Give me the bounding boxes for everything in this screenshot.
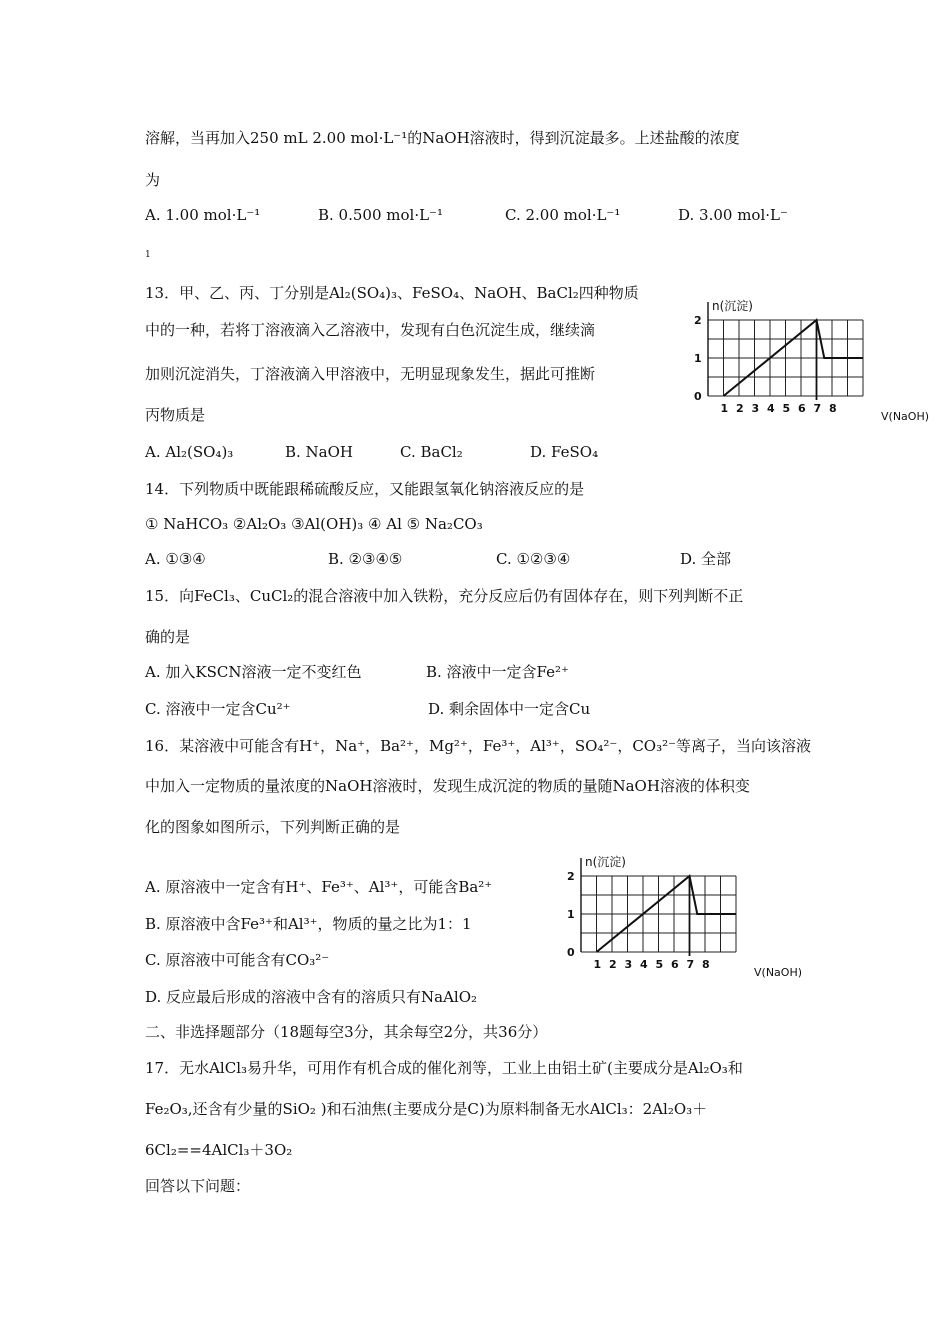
q17-line-4: 回答以下问题： bbox=[145, 1177, 251, 1195]
y-tick-label: 2 bbox=[694, 314, 702, 327]
q12-line-2: 为 bbox=[145, 171, 161, 189]
q12-option-d: D. 3.00 mol·L⁻ bbox=[678, 206, 788, 224]
x-axis-label: V(NaOH) bbox=[881, 410, 930, 423]
q13-line-1: 13．甲、乙、丙、丁分别是Al₂(SO₄)₃、FeSO₄、NaOH、BaCl₂四种物质 bbox=[145, 284, 639, 302]
q15-option-d: D. 剩余固体中一定含Cu bbox=[428, 700, 591, 718]
q13-line-2: 中的一种，若将丁溶液滴入乙溶液中，发现有白色沉淀生成，继续滴 bbox=[145, 321, 596, 339]
precipitate-graph-2 bbox=[553, 852, 808, 987]
q17-line-2: Fe₂O₃,还含有少量的SiO₂ )和石油焦(主要成分是C)为原料制备无水AlCl₃：2Al₂O₃＋ bbox=[145, 1100, 708, 1118]
q16-option-a: A. 原溶液中一定含有H⁺、Fe³⁺、Al³⁺，可能含Ba²⁺ bbox=[145, 878, 493, 896]
q14-option-d: D. 全部 bbox=[680, 550, 732, 568]
q16-option-c: C. 原溶液中可能含有CO₃²⁻ bbox=[145, 951, 330, 969]
q16-line-3: 化的图象如图所示，下列判断正确的是 bbox=[145, 818, 401, 836]
x-tick-label: 5 bbox=[782, 402, 791, 415]
y-tick-label: 1 bbox=[567, 908, 575, 921]
x-tick-label: 5 bbox=[655, 958, 664, 971]
q15-option-a: A. 加入KSCN溶液一定不变红色 bbox=[145, 663, 362, 681]
y-axis-label: n(沉淀) bbox=[712, 299, 753, 313]
x-tick-label: 6 bbox=[671, 958, 679, 971]
x-axis-label: V(NaOH) bbox=[754, 966, 803, 979]
x-tick-label: 1 bbox=[720, 402, 729, 415]
x-tick-label: 2 bbox=[609, 958, 617, 971]
precipitate-graph-1 bbox=[680, 296, 935, 431]
y-tick-label: 0 bbox=[694, 390, 702, 403]
x-tick-label: 2 bbox=[736, 402, 744, 415]
q15-option-c: C. 溶液中一定含Cu²⁺ bbox=[145, 700, 291, 718]
q12-option-a: A. 1.00 mol·L⁻¹ bbox=[145, 206, 261, 224]
x-tick-label: 3 bbox=[751, 402, 760, 415]
x-tick-label: 8 bbox=[702, 958, 710, 971]
q12-line-1: 溶解，当再加入250 mL 2.00 mol·L⁻¹的NaOH溶液时，得到沉淀最多。上述盐酸的浓度 bbox=[145, 129, 740, 147]
q14-line-1: 14．下列物质中既能跟稀硫酸反应，又能跟氢氧化钠溶液反应的是 bbox=[145, 480, 585, 498]
q12-option-b: B. 0.500 mol·L⁻¹ bbox=[318, 206, 443, 224]
section-2-heading: 二、非选择题部分（18题每空3分，其余每空2分，共36分） bbox=[145, 1023, 548, 1041]
q13-line-3: 加则沉淀消失，丁溶液滴入甲溶液中，无明显现象发生，据此可推断 bbox=[145, 365, 596, 383]
q12-option-d-tail: 1 bbox=[145, 250, 151, 260]
q15-line-1: 15．向FeCl₃、CuCl₂的混合溶液中加入铁粉，充分反应后仍有固体存在，则下列判断不正 bbox=[145, 587, 744, 605]
q16-line-1: 16．某溶液中可能含有H⁺，Na⁺，Ba²⁺，Mg²⁺，Fe³⁺，Al³⁺，SO₄²⁻，CO₃²⁻等离子，当向该溶液 bbox=[145, 737, 812, 755]
q12-option-c: C. 2.00 mol·L⁻¹ bbox=[505, 206, 621, 224]
q14-option-c: C. ①②③④ bbox=[496, 550, 571, 568]
x-tick-label: 7 bbox=[813, 402, 822, 415]
x-tick-label: 1 bbox=[593, 958, 602, 971]
q17-line-1: 17．无水AlCl₃易升华，可用作有机合成的催化剂等，工业上由铝土矿(主要成分是Al₂O₃和 bbox=[145, 1059, 743, 1077]
x-tick-label: 4 bbox=[767, 402, 775, 415]
y-axis-label: n(沉淀) bbox=[585, 855, 626, 869]
q13-line-4: 丙物质是 bbox=[145, 406, 206, 424]
q13-option-b: B. NaOH bbox=[285, 443, 354, 461]
x-tick-label: 3 bbox=[624, 958, 633, 971]
q16-line-2: 中加入一定物质的量浓度的NaOH溶液时，发现生成沉淀的物质的量随NaOH溶液的体积变 bbox=[145, 777, 750, 795]
x-tick-label: 7 bbox=[686, 958, 695, 971]
y-tick-label: 1 bbox=[694, 352, 702, 365]
q16-option-b: B. 原溶液中含Fe³⁺和Al³⁺，物质的量之比为1：1 bbox=[145, 915, 472, 933]
q13-option-a: A. Al₂(SO₄)₃ bbox=[145, 443, 234, 461]
q15-line-2: 确的是 bbox=[145, 628, 191, 646]
y-tick-label: 0 bbox=[567, 946, 575, 959]
x-tick-label: 8 bbox=[829, 402, 837, 415]
q14-line-2: ① NaHCO₃ ②Al₂O₃ ③Al(OH)₃ ④ Al ⑤ Na₂CO₃ bbox=[145, 515, 483, 533]
q13-option-c: C. BaCl₂ bbox=[400, 443, 463, 461]
y-tick-label: 2 bbox=[567, 870, 575, 883]
q14-option-a: A. ①③④ bbox=[145, 550, 206, 568]
q16-option-d: D. 反应最后形成的溶液中含有的溶质只有NaAlO₂ bbox=[145, 988, 478, 1006]
x-tick-label: 4 bbox=[640, 958, 648, 971]
q17-line-3: 6Cl₂==4AlCl₃＋3O₂ bbox=[145, 1141, 293, 1159]
q14-option-b: B. ②③④⑤ bbox=[328, 550, 403, 568]
q15-option-b: B. 溶液中一定含Fe²⁺ bbox=[426, 663, 569, 681]
x-tick-label: 6 bbox=[798, 402, 806, 415]
q13-option-d: D. FeSO₄ bbox=[530, 443, 599, 461]
